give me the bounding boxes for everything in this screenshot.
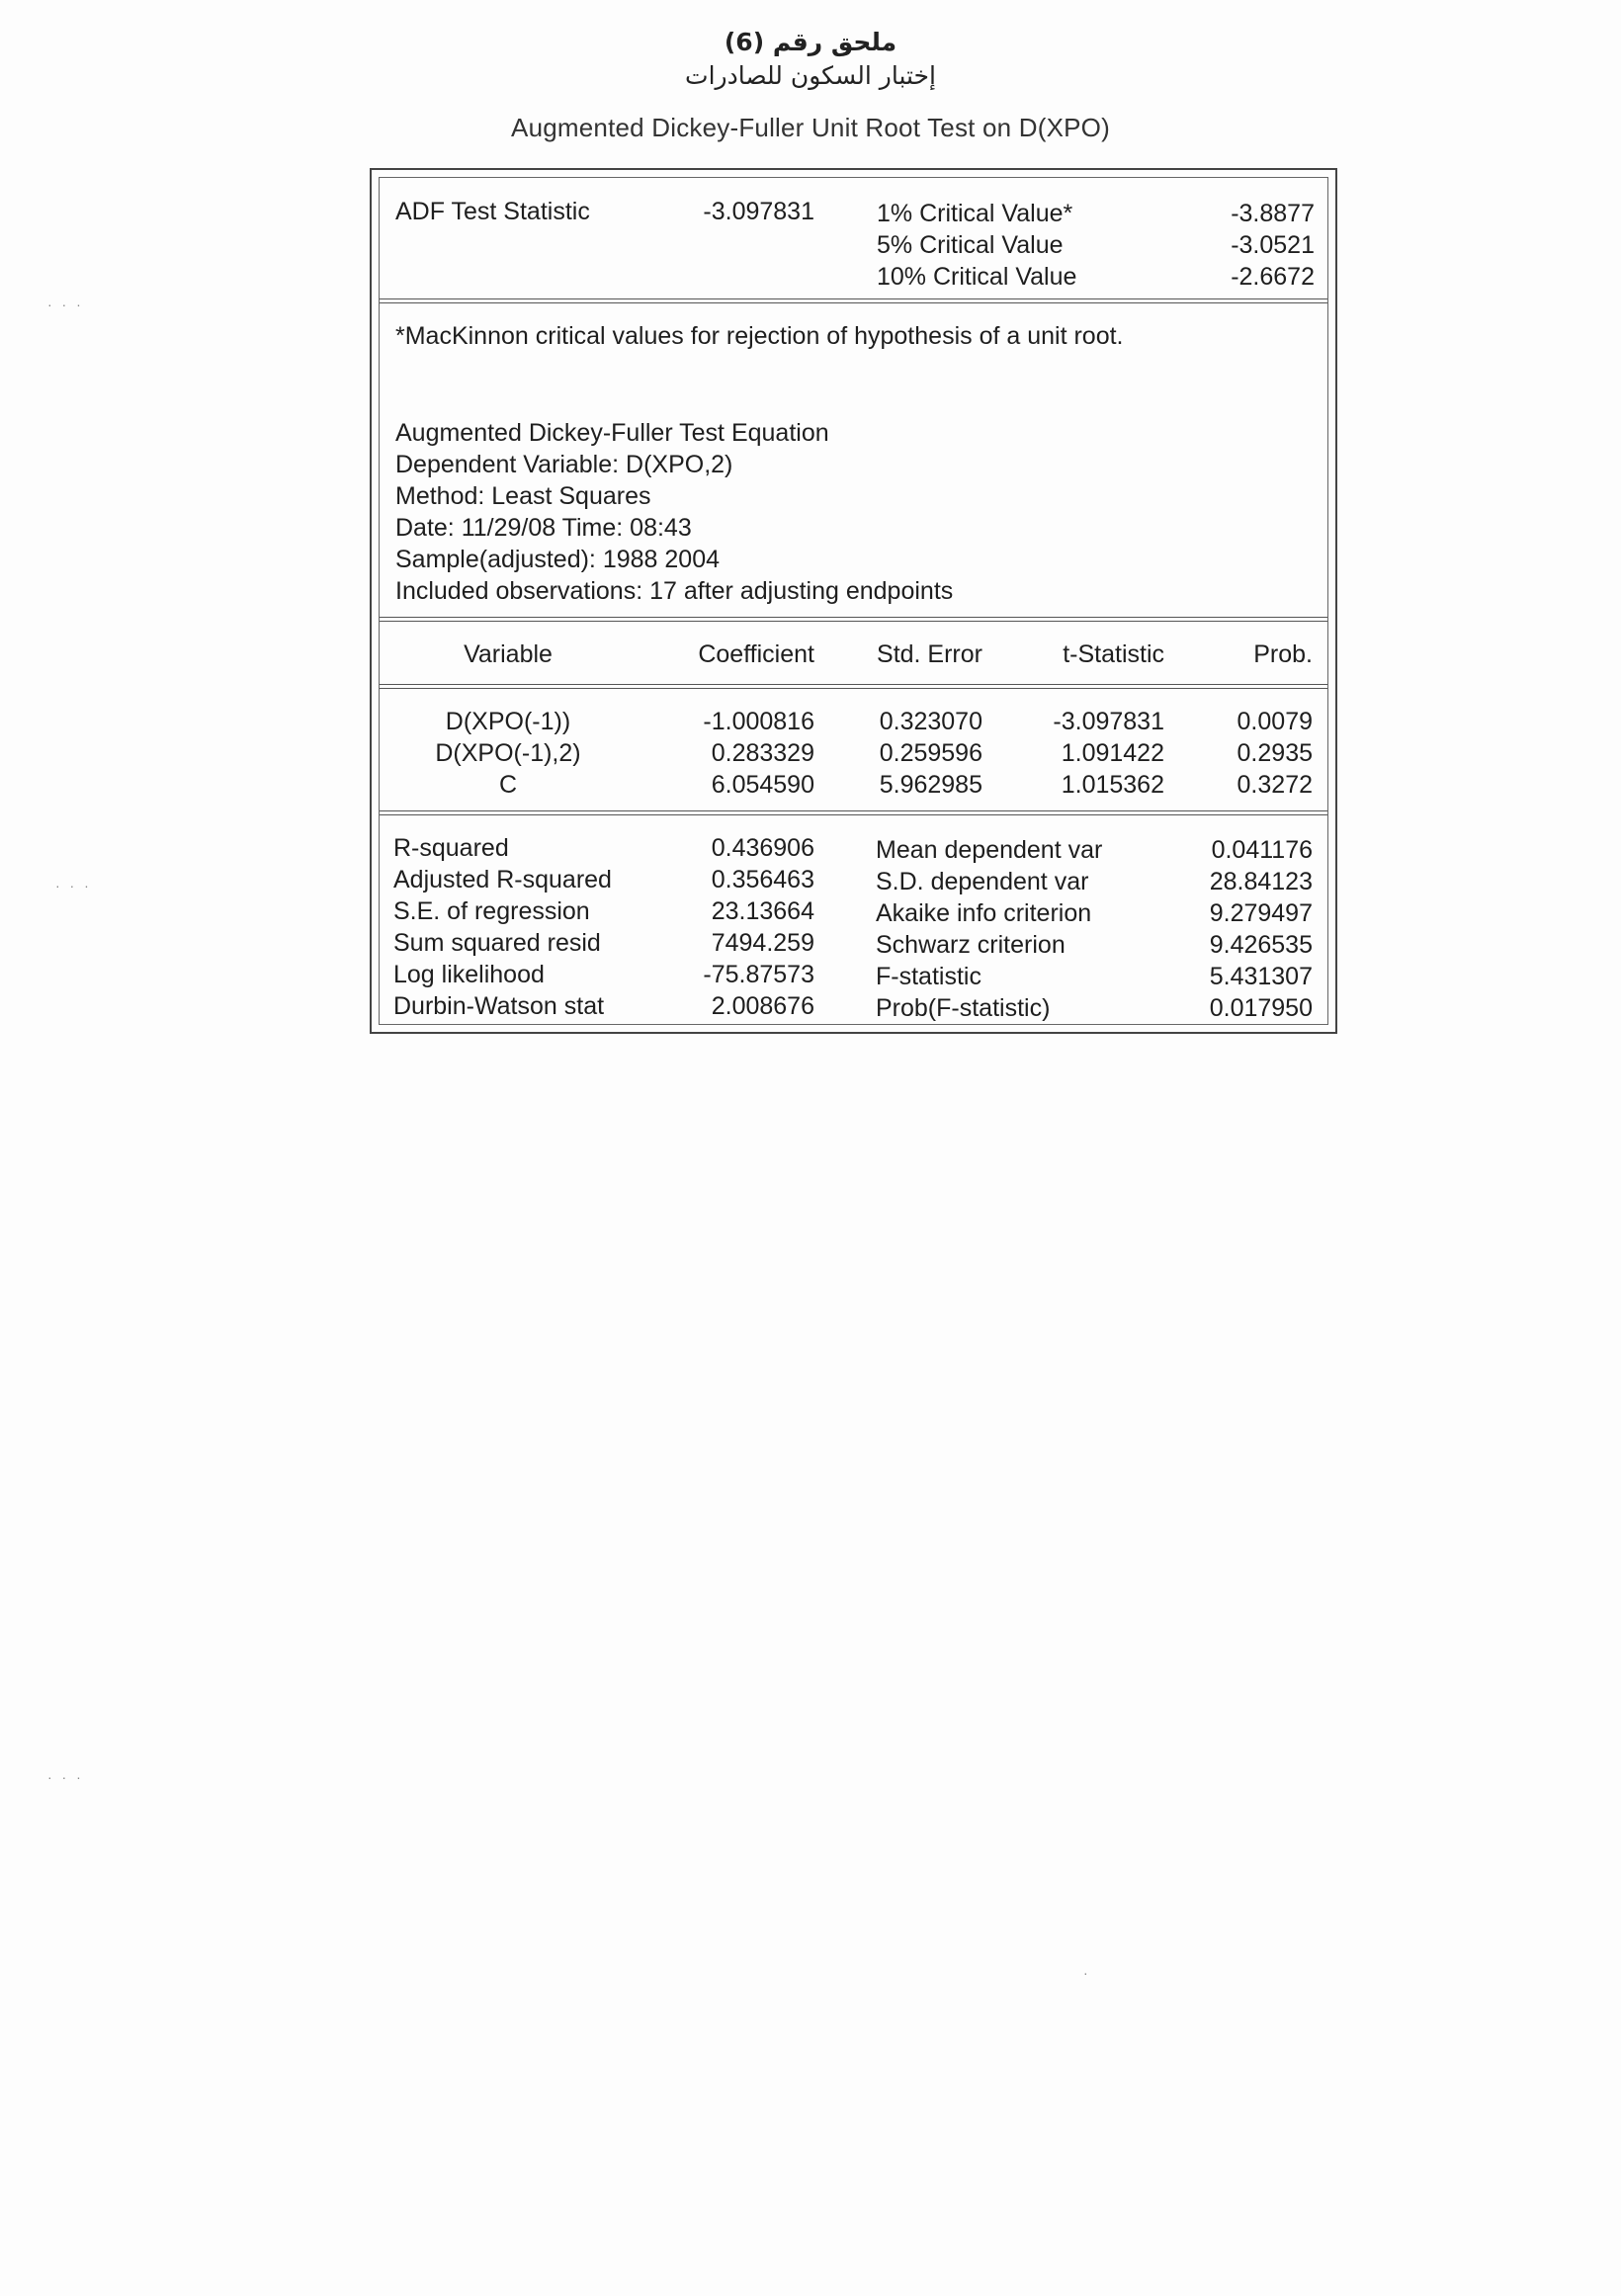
col-header-coefficient: Coefficient xyxy=(698,640,814,668)
table-row-prob: 0.2935 xyxy=(1237,739,1313,767)
scan-speck: · · · xyxy=(55,878,92,893)
stat-label: Akaike info criterion xyxy=(876,899,1092,927)
divider xyxy=(380,684,1327,689)
table-row-std-error: 0.259596 xyxy=(879,739,982,767)
stat-value: 0.356463 xyxy=(711,866,814,893)
critical-1-value: -3.8877 xyxy=(1231,200,1315,227)
sample: Sample(adjusted): 1988 2004 xyxy=(395,546,721,573)
stat-label: Sum squared resid xyxy=(393,929,601,957)
stat-label: Prob(F-statistic) xyxy=(876,994,1051,1022)
stat-value: 23.13664 xyxy=(711,897,814,925)
stat-value: 7494.259 xyxy=(711,929,814,957)
stat-value: 0.041176 xyxy=(1211,836,1313,864)
critical-2-value: -3.0521 xyxy=(1231,231,1315,259)
scan-speck: · · · xyxy=(47,1769,84,1785)
critical-3-label: 10% Critical Value xyxy=(877,263,1077,291)
critical-3-value: -2.6672 xyxy=(1231,263,1315,291)
stat-label: S.D. dependent var xyxy=(876,868,1089,895)
table-row-variable: C xyxy=(498,771,518,799)
table-row-t-statistic: 1.015362 xyxy=(1061,771,1164,799)
page-title: Augmented Dickey-Fuller Unit Root Test on D(XPO) xyxy=(511,113,1110,142)
table-row-variable: D(XPO(-1),2) xyxy=(435,739,581,767)
col-header-prob: Prob. xyxy=(1253,640,1313,668)
scan-speck: · · · xyxy=(47,297,84,312)
table-row-t-statistic: 1.091422 xyxy=(1061,739,1164,767)
stat-value: 0.017950 xyxy=(1209,994,1313,1022)
stat-value: 2.008676 xyxy=(711,992,814,1020)
table-row-prob: 0.3272 xyxy=(1237,771,1313,799)
arabic-subtitle: إختبار السكون للصادرات xyxy=(685,61,936,90)
stat-label: Adjusted R-squared xyxy=(393,866,612,893)
stat-value: 28.84123 xyxy=(1209,868,1313,895)
table-row-variable: D(XPO(-1)) xyxy=(445,708,571,735)
table-row-coefficient: -1.000816 xyxy=(703,708,814,735)
stat-label: Mean dependent var xyxy=(876,836,1103,864)
col-header-t-statistic: t-Statistic xyxy=(1063,640,1164,668)
equation-title: Augmented Dickey-Fuller Test Equation xyxy=(395,419,829,447)
critical-2-label: 5% Critical Value xyxy=(877,231,1064,259)
results-box xyxy=(370,168,1337,1034)
stat-label: F-statistic xyxy=(876,963,981,990)
col-header-variable: Variable xyxy=(464,640,553,668)
adf-value: -3.097831 xyxy=(703,198,814,225)
col-header-std-error: Std. Error xyxy=(877,640,982,668)
stat-label: R-squared xyxy=(393,834,509,862)
method: Method: Least Squares xyxy=(395,482,651,510)
table-row-std-error: 5.962985 xyxy=(879,771,982,799)
table-row-std-error: 0.323070 xyxy=(879,708,982,735)
adf-label: ADF Test Statistic xyxy=(395,198,590,225)
table-row-coefficient: 0.283329 xyxy=(711,739,814,767)
stat-value: 0.436906 xyxy=(711,834,814,862)
table-row-coefficient: 6.054590 xyxy=(711,771,814,799)
date-time: Date: 11/29/08 Time: 08:43 xyxy=(395,514,692,542)
divider xyxy=(380,298,1327,303)
table-row-t-statistic: -3.097831 xyxy=(1053,708,1164,735)
divider xyxy=(380,810,1327,815)
divider xyxy=(380,617,1327,622)
included-observations: Included observations: 17 after adjusting endpoints xyxy=(395,577,954,605)
stat-value: 9.426535 xyxy=(1209,931,1313,959)
stat-label: S.E. of regression xyxy=(393,897,590,925)
stat-label: Log likelihood xyxy=(393,961,545,988)
critical-1-label: 1% Critical Value* xyxy=(877,200,1073,227)
dependent-variable: Dependent Variable: D(XPO,2) xyxy=(395,451,733,478)
scan-speck: · xyxy=(1083,1965,1091,1981)
results-inner-frame xyxy=(379,177,1328,1025)
stat-value: 9.279497 xyxy=(1209,899,1313,927)
table-row-prob: 0.0079 xyxy=(1237,708,1313,735)
stat-label: Durbin-Watson stat xyxy=(393,992,605,1020)
stat-label: Schwarz criterion xyxy=(876,931,1066,959)
mackinnon-note: *MacKinnon critical values for rejection of hypothesis of a unit root. xyxy=(395,322,1124,350)
arabic-annex-heading: ملحق رقم (6) xyxy=(724,28,897,56)
stat-value: -75.87573 xyxy=(703,961,814,988)
stat-value: 5.431307 xyxy=(1209,963,1313,990)
